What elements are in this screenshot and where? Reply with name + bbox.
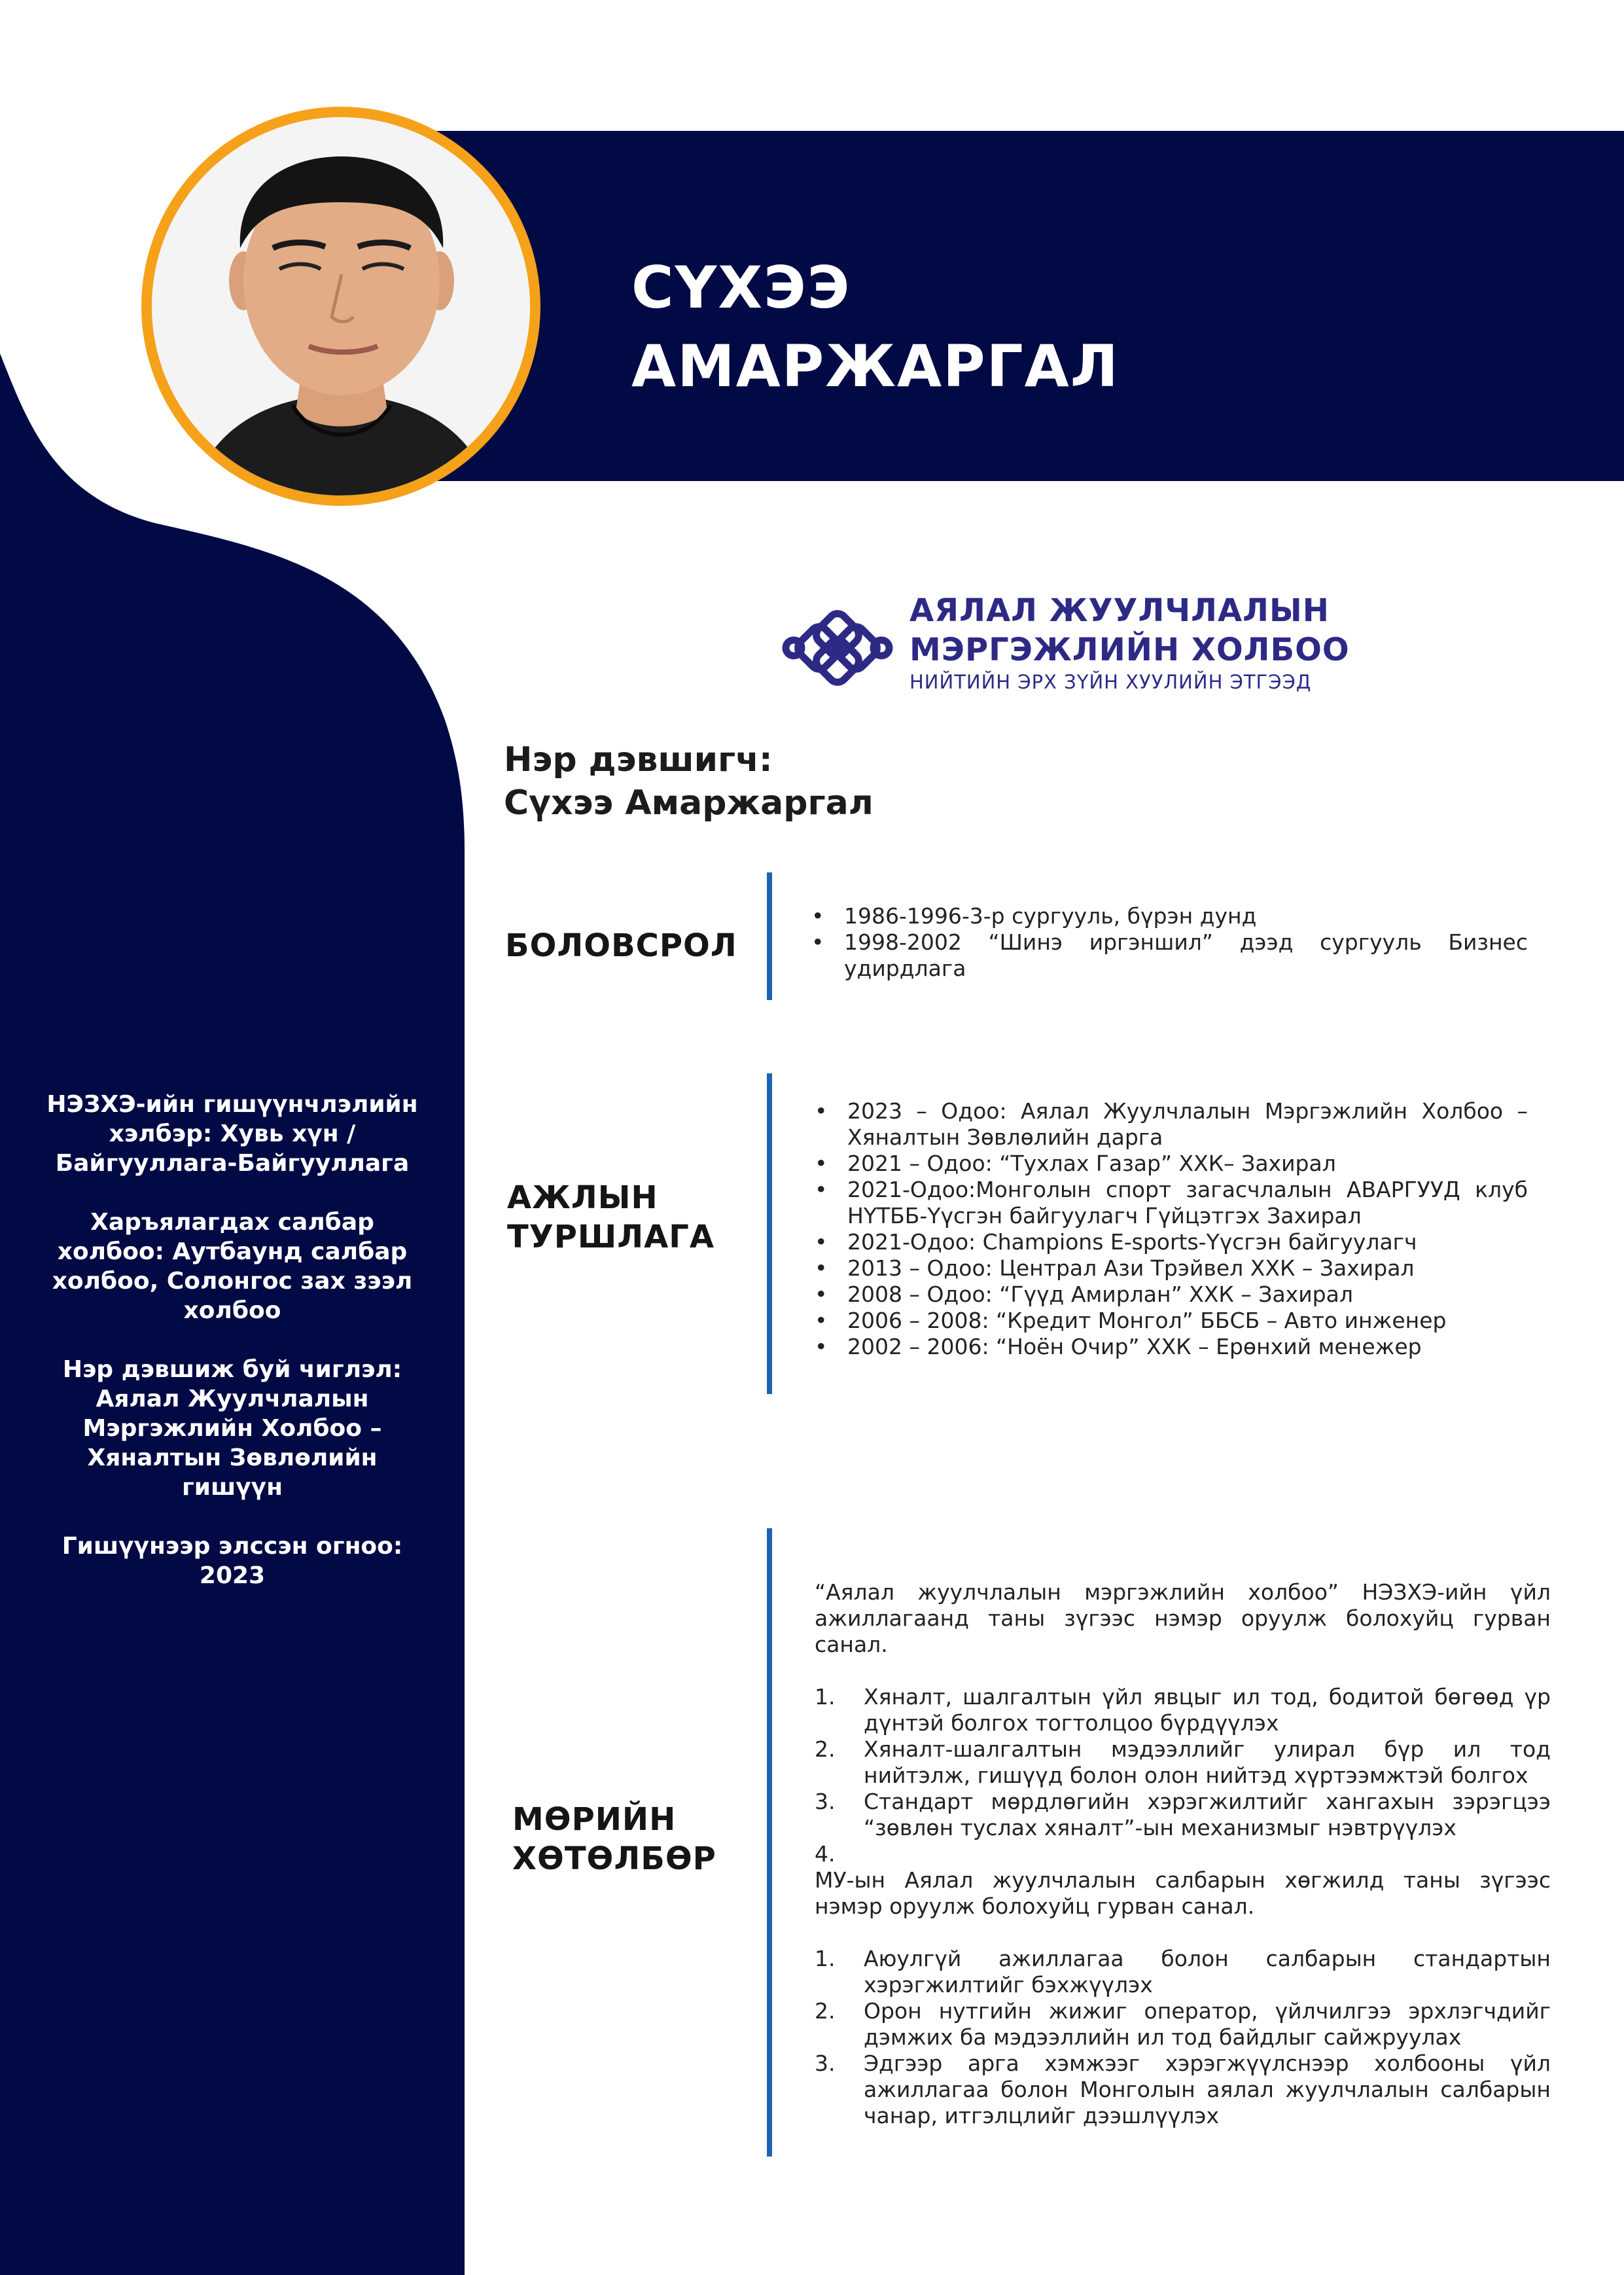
list-item: 2. Хяналт-шалгалтын мэдээллийг улирал бүр ил тод нийтэлж, гишүүд болон олон нийтэд хүртээмжтэй болгох [815, 1736, 1551, 1788]
list-item: • 2023 – Одоо: Аялал Жуулчлалын Мэргэжлийн Холбоо – Хяналтын Зөвлөлийн дарга [815, 1098, 1528, 1150]
list-item: 1. Аюулгүй ажиллагаа болон салбарын стандартын хэрэгжилтийг бэхжүүлэх [815, 1946, 1551, 1997]
education-content [811, 903, 1528, 982]
nominee-name: Сүхээ Амаржаргал [504, 783, 874, 823]
list-item: • 2008 – Одоо: “Гүүд Амирлан” ХХК – Захирал [815, 1281, 1353, 1307]
sidebar-info [36, 1090, 429, 1620]
list-item: • 2002 – 2006: “Ноён Очир” ХХК – Ерөнхий менежер [815, 1334, 1422, 1359]
program-intro-1: “Аялал жуулчлалын мэргэжлийн холбоо” НЭЗХЭ-ийн үйл ажиллагаанд таны зүгээс нэмэр оруулж болохуйц гурван санал. [815, 1579, 1551, 1657]
program-number-4: 4. [815, 1841, 836, 1867]
logo-line-3: НИЙТИЙН ЭРХ ЗҮЙН ХУУЛИЙН ЭТГЭЭД [909, 671, 1312, 693]
endless-knot-icon [782, 605, 893, 690]
list-item: 1. Хяналт, шалгалтын үйл явцыг ил тод, бодитой бөгөөд үр дүнтэй болгох тогтолцоо бүрдүүлэх [815, 1684, 1551, 1736]
program-divider [767, 1528, 772, 2157]
person-name [631, 249, 1120, 406]
education-title: БОЛОВСРОЛ [505, 927, 737, 964]
program-content [815, 1579, 1551, 2129]
portrait-photo [152, 117, 530, 495]
experience-divider [767, 1073, 772, 1394]
experience-title: АЖЛЫН ТУРШЛАГА [507, 1179, 715, 1255]
list-item: 3. Эдгээр арга хэмжээг хэрэгжүүлснээр холбооны үйл ажиллагаа болон Монголын аялал жуулчлалын салбарын чанар, итгэлцлийг дээшлүүлэх [815, 2051, 1551, 2128]
portrait-frame [141, 107, 540, 506]
experience-content [815, 1098, 1528, 1360]
list-item: • 1986-1996-3-р сургууль, бүрэн дунд [811, 903, 1257, 929]
name-line-1: СҮХЭЭ [631, 254, 851, 321]
branch-association: Харъялагдах салбар холбоо: Аутбаунд салбар холбоо, Солонгос зах зээл холбоо [52, 1209, 413, 1324]
list-item: • 2006 – 2008: “Кредит Монгол” ББСБ – Авто инженер [815, 1308, 1447, 1333]
education-divider [767, 872, 772, 1000]
nomination-direction: Нэр дэвшиж буй чиглэл: Аялал Жуулчлалын Мэргэжлийн Холбоо – Хяналтын Зөвлөлийн гишүүн [62, 1356, 402, 1501]
list-item: • 1998-2002 “Шинэ иргэншил” дээд сургууль Бизнес удирдлага [811, 929, 1528, 981]
nominee-label: Нэр дэвшигч: [504, 740, 773, 779]
list-item: 2. Орон нутгийн жижиг оператор, үйлчилгээ эрхлэгчдийг дэмжих ба мэдээллийн ил тод байдлыг сайжруулах [815, 1998, 1551, 2050]
membership-type: НЭЗХЭ-ийн гишүүнчлэлийн хэлбэр: Хувь хүн / Байгууллага-Байгууллага [46, 1091, 418, 1177]
program-intro-2: МУ-ын Аялал жуулчлалын салбарын хөгжилд таны зүгээс нэмэр оруулж болохуйц гурван санал. [815, 1867, 1551, 1919]
program-title: МӨРИЙН ХӨТӨЛБӨР [512, 1801, 716, 1877]
logo-line-2: МЭРГЭЖЛИЙН ХОЛБОО [909, 632, 1350, 668]
logo-line-1: АЯЛАЛ ЖУУЛЧЛАЛЫН [909, 592, 1330, 629]
list-item: • 2021-Одоо: Champions E-sports-Үүсгэн байгуулагч [815, 1229, 1417, 1255]
nominee-block [504, 738, 874, 825]
name-line-2: АМАРЖАРГАЛ [631, 332, 1120, 400]
membership-date: Гишүүнээр элссэн огноо: 2023 [62, 1533, 403, 1589]
list-item: • 2021 – Одоо: “Тухлах Газар” ХХК– Захирал [815, 1151, 1336, 1176]
association-logo [782, 592, 1350, 697]
list-item: 3. Стандарт мөрдлөгийн хэрэгжилтийг хангахын зэрэгцээ “зөвлөн туслах хяналт”-ын механизмыг нэвтрүүлэх [815, 1789, 1551, 1840]
list-item: • 2013 – Одоо: Централ Ази Трэйвел ХХК – Захирал [815, 1255, 1415, 1281]
list-item: • 2021-Одоо:Монголын спорт загасчлалын АВАРГУУД клуб НҮТББ-Үүсгэн байгуулагч Гүйцэтгэх Захирал [815, 1177, 1528, 1228]
